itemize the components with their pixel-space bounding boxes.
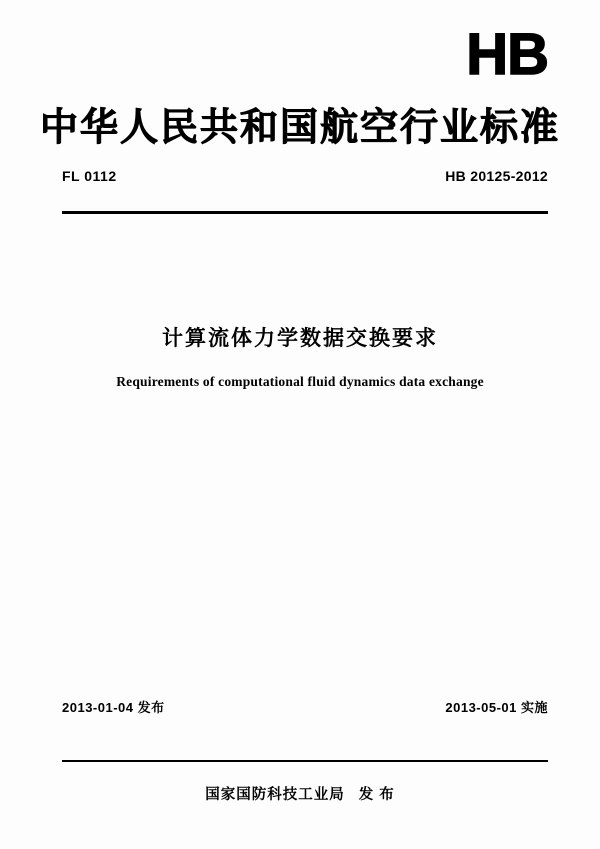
publisher-suffix: 发 布 bbox=[358, 787, 395, 803]
filing-code: FL 0112 bbox=[62, 168, 117, 184]
divider-bottom bbox=[62, 760, 548, 762]
publisher-name: 国家国防科技工业局 bbox=[205, 787, 345, 803]
publisher-line bbox=[0, 783, 600, 804]
page-title: 中华人民共和国航空行业标准 bbox=[39, 107, 560, 149]
hb-logo: HB bbox=[466, 22, 548, 87]
standard-title-en: Requirements of computational fluid dynamics data exchange bbox=[116, 374, 484, 389]
code-row bbox=[62, 168, 548, 184]
divider-top bbox=[62, 211, 548, 214]
date-row bbox=[62, 697, 548, 716]
standard-code: HB 20125-2012 bbox=[445, 168, 548, 184]
issue-date: 2013-01-04 发布 bbox=[62, 700, 165, 715]
effective-date: 2013-05-01 实施 bbox=[445, 700, 548, 715]
standard-title-cn: 计算流体力学数据交换要求 bbox=[162, 327, 438, 350]
